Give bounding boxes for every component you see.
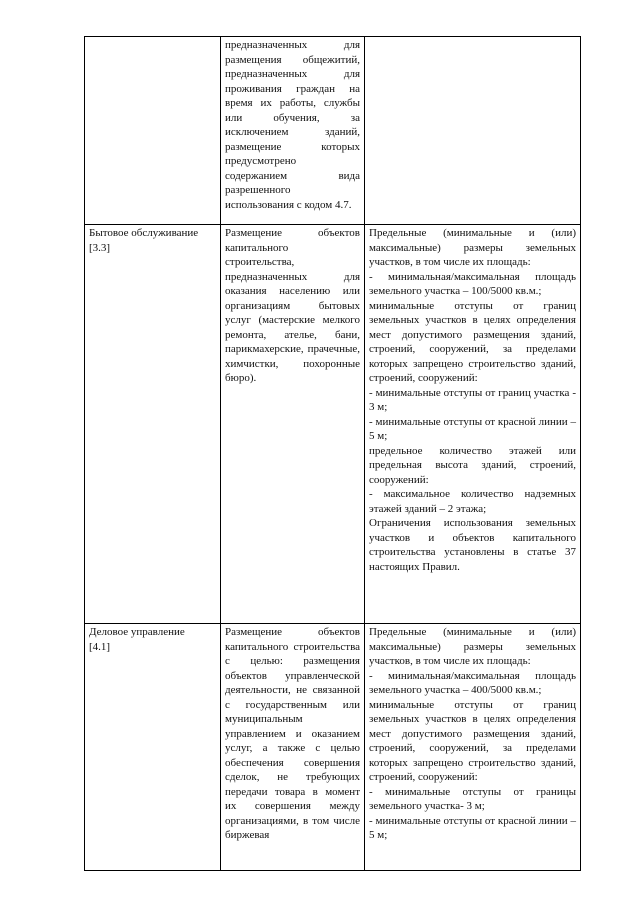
use-type-cell — [85, 225, 221, 624]
parameters-text: Предельные (минимальные и (или) максимальные) размеры земельных участков, в том числе их площадь: - минимальная/максимальная площадь земельного участка – 100/5000 кв.м.; минимальные отступы от границ земельных участков в целях определения мест допустимого размещения зданий, строений, сооружений, за пределами которых запрещено строительство зданий, строений, сооружений: - минимальные отступы от границ участка - 3 м; - минимальные отступы от красной линии – 5 м; предельное количество этажей или предельная высота зданий, строений, сооружений: - максимальное количество надземных этажей зданий – 2 этажа; Ограничения использования земельных участков и объектов капитального строительства установлены в статье 37 настоящих Правил. — [369, 227, 576, 573]
use-description-cell — [221, 37, 365, 225]
use-description-text: Размещение объектов капитального строительства с целью: размещения объектов управленческой деятельности, не связанной с государственным или муниципальным управлением и оказанием услуг, а также с целью обеспечения совершения сделок, не требующих передачи товара в момент их совершения между организациями, в том числе биржевая — [225, 626, 360, 841]
table-row — [85, 624, 581, 871]
land-use-table — [84, 36, 581, 871]
use-type-name: Деловое управление — [89, 626, 185, 638]
use-type-code: [4.1] — [89, 640, 111, 653]
parameters-text: Предельные (минимальные и (или) максимальные) размеры земельных участков, в том числе их площадь: - минимальная/максимальная площадь земельного участка – 400/5000 кв.м.; минимальные отступы от границ земельных участков в целях определения мест допустимого размещения зданий, строений, сооружений, за пределами которых запрещено строительство зданий, строений, сооружений: - минимальные отступы от границы земельного участка- 3 м; - минимальные отступы от красной линии – 5 м; — [369, 626, 576, 841]
use-type-name: Бытовое обслуживание — [89, 227, 199, 239]
use-description-cell — [221, 225, 365, 624]
use-description-text: Размещение объектов капитального строительства, предназначенных для оказания населению или организациям бытовых услуг (мастерские мелкого ремонта, ателье, бани, парикмахерские, прачечные, химчистки, похоронные бюро). — [225, 227, 360, 384]
parameters-cell — [365, 225, 581, 624]
use-type-code: [3.3] — [89, 241, 111, 254]
table-row — [85, 37, 581, 225]
parameters-cell — [365, 37, 581, 225]
table-row — [85, 225, 581, 624]
use-type-cell — [85, 37, 221, 225]
use-description-cell — [221, 624, 365, 871]
parameters-cell — [365, 624, 581, 871]
use-description-text: предназначенных для размещения общежитий, предназначенных для проживания граждан на время их работы, службы или обучения, за исключением зданий, размещение которых предусмотрено содержанием вида разрешенного использования с кодом 4.7. — [225, 39, 360, 211]
use-type-cell — [85, 624, 221, 871]
